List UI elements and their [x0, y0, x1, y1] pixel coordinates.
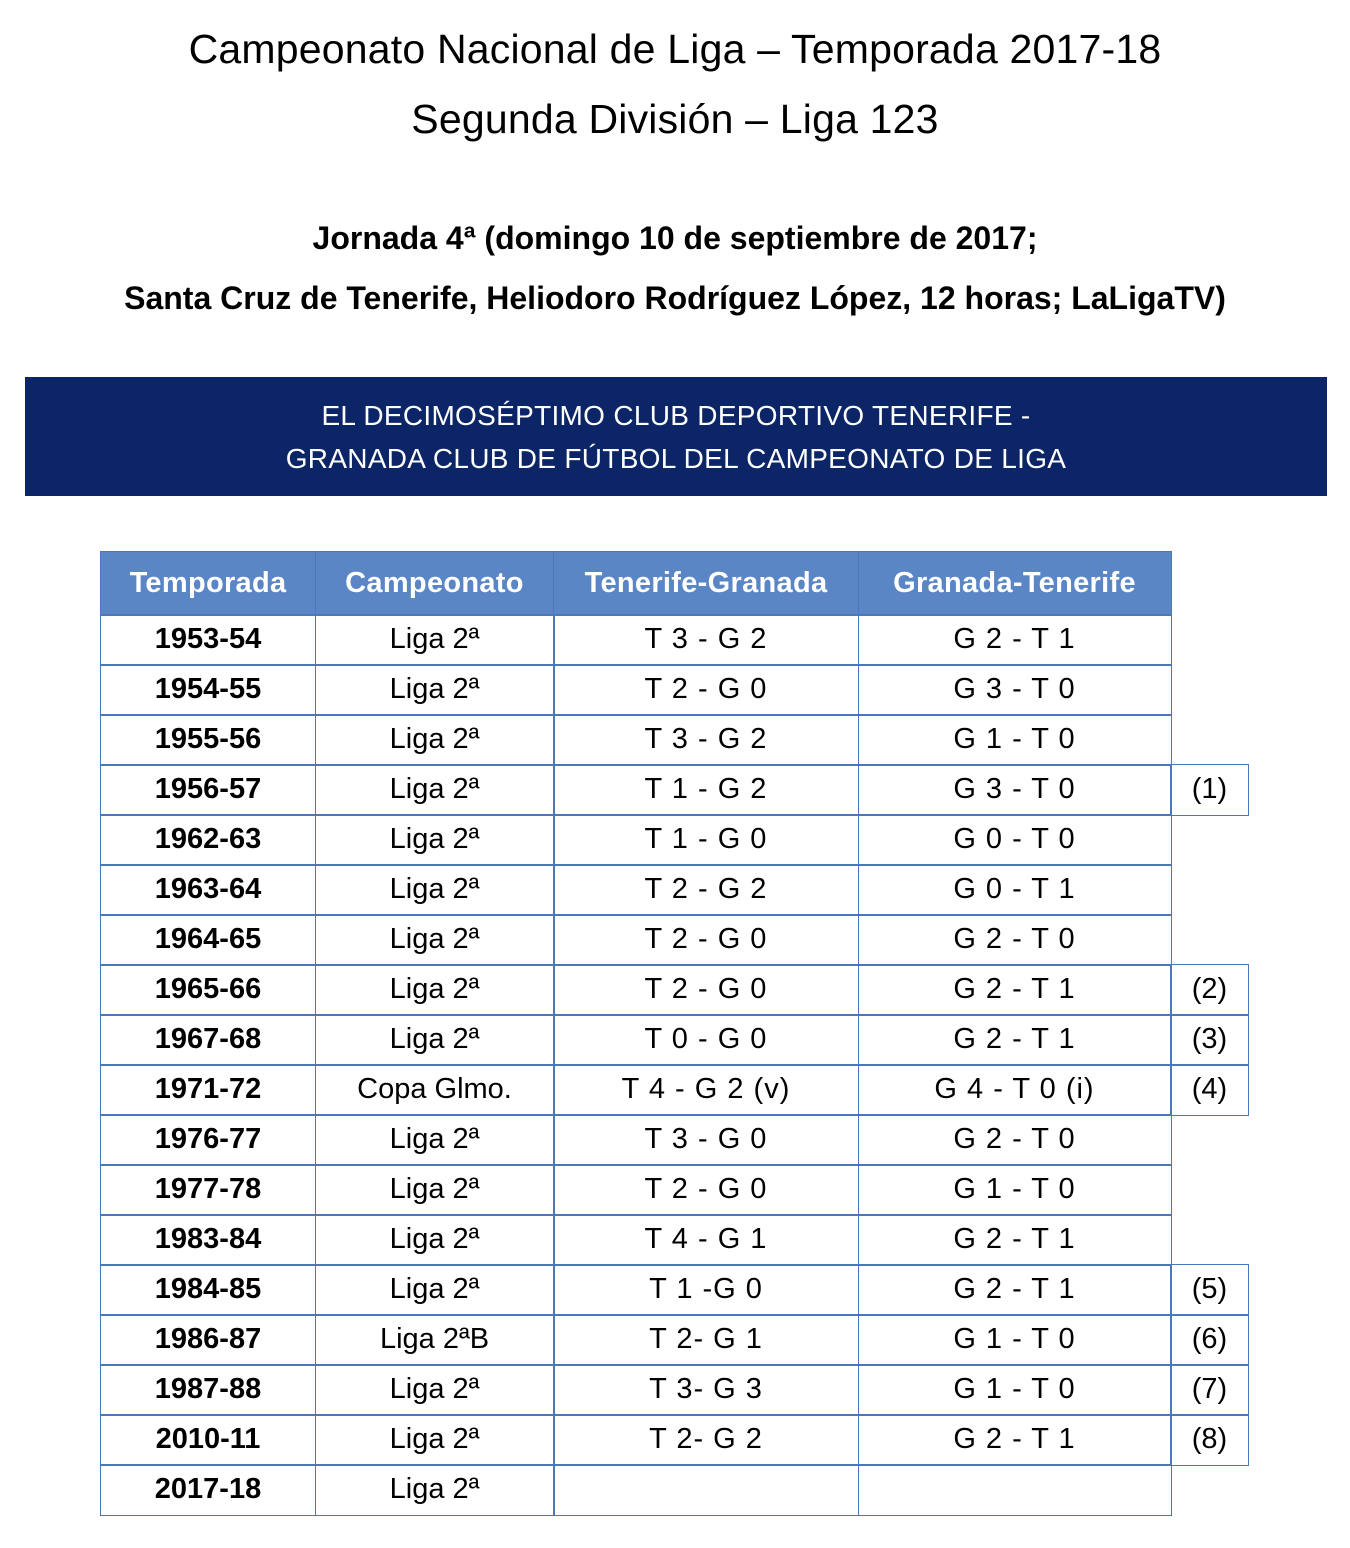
title-line-2: Segunda División – Liga 123	[411, 96, 939, 142]
table-row	[100, 1414, 1252, 1464]
match-info-line-1: Jornada 4ª (domingo 10 de septiembre de 2017;	[312, 220, 1038, 256]
season-cell: 1967-68	[100, 1014, 316, 1066]
table-row	[100, 1064, 1252, 1114]
tenerife-granada-cell: T 2- G 2	[553, 1414, 859, 1466]
note-cell	[1170, 1464, 1249, 1516]
competition-cell: Liga 2ªB	[315, 1314, 555, 1366]
banner	[25, 377, 1327, 496]
note-cell	[1170, 714, 1249, 766]
granada-tenerife-cell: G 2 - T 1	[858, 1214, 1172, 1266]
table-row	[100, 864, 1252, 914]
note-cell: (6)	[1170, 1314, 1249, 1366]
table-row	[100, 1314, 1252, 1364]
note-cell	[1170, 814, 1249, 866]
season-cell: 1963-64	[100, 864, 316, 916]
competition-cell: Liga 2ª	[315, 1264, 555, 1316]
tenerife-granada-cell: T 2 - G 0	[553, 664, 859, 716]
table-row	[100, 814, 1252, 864]
season-cell: 1956-57	[100, 764, 316, 816]
tenerife-granada-cell: T 2 - G 0	[553, 914, 859, 966]
banner-line-2: GRANADA CLUB DE FÚTBOL DEL CAMPEONATO DE LIGA	[285, 442, 1067, 474]
granada-tenerife-cell: G 2 - T 1	[858, 964, 1172, 1016]
table-row	[100, 1164, 1252, 1214]
season-cell: 1983-84	[100, 1214, 316, 1266]
note-cell: (7)	[1170, 1364, 1249, 1416]
competition-cell: Liga 2ª	[315, 1164, 555, 1216]
match-info-line-2: Santa Cruz de Tenerife, Heliodoro Rodríguez López, 12 horas; LaLigaTV)	[124, 280, 1226, 316]
granada-tenerife-cell: G 1 - T 0	[858, 1364, 1172, 1416]
note-cell: (4)	[1170, 1064, 1249, 1116]
competition-cell: Liga 2ª	[315, 764, 555, 816]
competition-cell: Liga 2ª	[315, 714, 555, 766]
tenerife-granada-cell: T 1 - G 0	[553, 814, 859, 866]
granada-tenerife-cell: G 0 - T 0	[858, 814, 1172, 866]
tenerife-granada-cell: T 3 - G 2	[553, 714, 859, 766]
tenerife-granada-cell: T 1 - G 2	[553, 764, 859, 816]
note-cell: (8)	[1170, 1414, 1249, 1466]
note-cell	[1170, 614, 1249, 666]
granada-tenerife-cell: G 2 - T 0	[858, 1114, 1172, 1166]
table-row	[100, 1264, 1252, 1314]
season-cell: 1977-78	[100, 1164, 316, 1216]
competition-cell: Liga 2ª	[315, 1014, 555, 1066]
granada-tenerife-cell: G 1 - T 0	[858, 1314, 1172, 1366]
table-row	[100, 914, 1252, 964]
tenerife-granada-cell: T 2 - G 0	[553, 1164, 859, 1216]
competition-cell: Liga 2ª	[315, 1214, 555, 1266]
note-cell	[1170, 1164, 1249, 1216]
season-cell: 1987-88	[100, 1364, 316, 1416]
tenerife-granada-cell: T 2 - G 2	[553, 864, 859, 916]
title-line-1: Campeonato Nacional de Liga – Temporada 2017-18	[188, 26, 1162, 72]
competition-cell: Liga 2ª	[315, 1114, 555, 1166]
table-header-row	[100, 551, 1252, 614]
header-temporada: Temporada	[100, 551, 316, 616]
header-tenerife-granada: Tenerife-Granada	[553, 551, 859, 616]
match-info	[0, 208, 1350, 328]
competition-cell: Liga 2ª	[315, 964, 555, 1016]
tenerife-granada-cell: T 2- G 1	[553, 1314, 859, 1366]
season-cell: 1962-63	[100, 814, 316, 866]
granada-tenerife-cell: G 0 - T 1	[858, 864, 1172, 916]
season-cell: 1986-87	[100, 1314, 316, 1366]
competition-cell: Liga 2ª	[315, 914, 555, 966]
competition-cell: Liga 2ª	[315, 864, 555, 916]
tenerife-granada-cell	[553, 1464, 859, 1516]
season-cell: 1971-72	[100, 1064, 316, 1116]
season-cell: 1984-85	[100, 1264, 316, 1316]
tenerife-granada-cell: T 4 - G 1	[553, 1214, 859, 1266]
results-table	[100, 551, 1252, 1514]
granada-tenerife-cell: G 2 - T 1	[858, 1414, 1172, 1466]
note-cell	[1170, 864, 1249, 916]
table-row	[100, 1364, 1252, 1414]
granada-tenerife-cell: G 2 - T 1	[858, 1264, 1172, 1316]
header-granada-tenerife: Granada-Tenerife	[858, 551, 1172, 616]
table-row	[100, 1114, 1252, 1164]
granada-tenerife-cell: G 1 - T 0	[858, 1164, 1172, 1216]
table-row	[100, 964, 1252, 1014]
granada-tenerife-cell: G 3 - T 0	[858, 764, 1172, 816]
season-cell: 2010-11	[100, 1414, 316, 1466]
season-cell: 1955-56	[100, 714, 316, 766]
granada-tenerife-cell: G 4 - T 0 (i)	[858, 1064, 1172, 1116]
season-cell: 1965-66	[100, 964, 316, 1016]
note-cell	[1170, 914, 1249, 966]
competition-cell: Liga 2ª	[315, 1464, 555, 1516]
season-cell: 1964-65	[100, 914, 316, 966]
tenerife-granada-cell: T 4 - G 2 (v)	[553, 1064, 859, 1116]
tenerife-granada-cell: T 3- G 3	[553, 1364, 859, 1416]
granada-tenerife-cell: G 2 - T 1	[858, 1014, 1172, 1066]
granada-tenerife-cell	[858, 1464, 1172, 1516]
note-cell: (5)	[1170, 1264, 1249, 1316]
table-row	[100, 1214, 1252, 1264]
header-campeonato: Campeonato	[315, 551, 555, 616]
table-row	[100, 764, 1252, 814]
table-row	[100, 664, 1252, 714]
tenerife-granada-cell: T 0 - G 0	[553, 1014, 859, 1066]
header-note-spacer	[1170, 551, 1249, 616]
table-row	[100, 614, 1252, 664]
granada-tenerife-cell: G 2 - T 1	[858, 614, 1172, 666]
season-cell: 1976-77	[100, 1114, 316, 1166]
season-cell: 1953-54	[100, 614, 316, 666]
note-cell	[1170, 1114, 1249, 1166]
tenerife-granada-cell: T 3 - G 2	[553, 614, 859, 666]
tenerife-granada-cell: T 1 -G 0	[553, 1264, 859, 1316]
table-row	[100, 1014, 1252, 1064]
banner-line-1: EL DECIMOSÉPTIMO CLUB DEPORTIVO TENERIFE -	[321, 399, 1031, 431]
season-cell: 2017-18	[100, 1464, 316, 1516]
note-cell	[1170, 1214, 1249, 1266]
note-cell	[1170, 664, 1249, 716]
granada-tenerife-cell: G 3 - T 0	[858, 664, 1172, 716]
competition-cell: Liga 2ª	[315, 614, 555, 666]
competition-cell: Liga 2ª	[315, 1364, 555, 1416]
page-title	[0, 14, 1350, 154]
table-row	[100, 1464, 1252, 1514]
note-cell: (2)	[1170, 964, 1249, 1016]
competition-cell: Liga 2ª	[315, 1414, 555, 1466]
tenerife-granada-cell: T 3 - G 0	[553, 1114, 859, 1166]
season-cell: 1954-55	[100, 664, 316, 716]
note-cell: (3)	[1170, 1014, 1249, 1066]
note-cell: (1)	[1170, 764, 1249, 816]
table-body	[100, 614, 1252, 1514]
competition-cell: Liga 2ª	[315, 814, 555, 866]
competition-cell: Liga 2ª	[315, 664, 555, 716]
granada-tenerife-cell: G 1 - T 0	[858, 714, 1172, 766]
granada-tenerife-cell: G 2 - T 0	[858, 914, 1172, 966]
tenerife-granada-cell: T 2 - G 0	[553, 964, 859, 1016]
competition-cell: Copa Glmo.	[315, 1064, 555, 1116]
table-row	[100, 714, 1252, 764]
